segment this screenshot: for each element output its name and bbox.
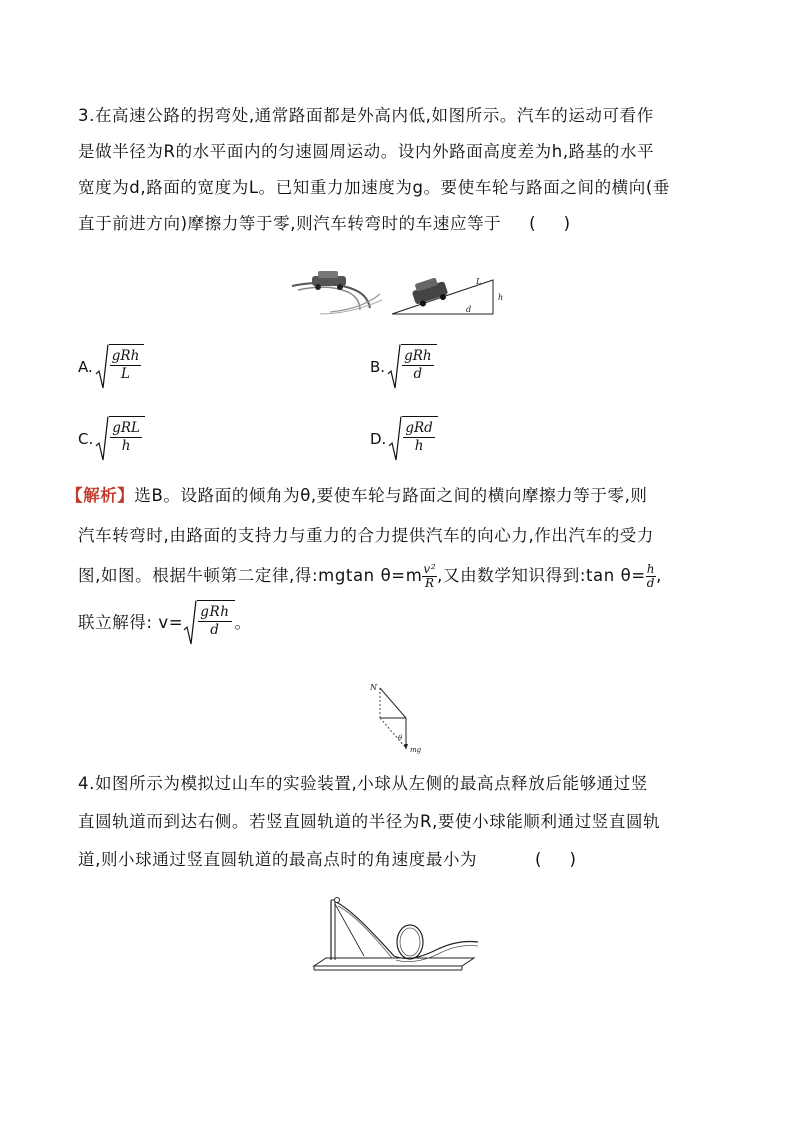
radical-sign-icon bbox=[95, 344, 109, 390]
option-c-numerator: gRL bbox=[112, 420, 141, 436]
q3-line-3: 宽度为d,路面的宽度为L。已知重力加速度为g。要使车轮与路面之间的横向(垂 bbox=[78, 178, 671, 197]
q4-line-3 bbox=[78, 841, 718, 879]
curved-road-car-sketch bbox=[292, 271, 382, 314]
analysis-line-3 bbox=[66, 556, 726, 596]
option-b-denominator: d bbox=[413, 366, 423, 382]
option-c-denominator: h bbox=[121, 438, 131, 454]
incline-figure bbox=[392, 275, 503, 314]
option-b-label: B. bbox=[370, 358, 386, 376]
question-4-text bbox=[78, 765, 718, 879]
q3-figure bbox=[290, 268, 510, 318]
option-d-denominator: h bbox=[414, 438, 424, 454]
q3-line-1: 3.在高速公路的拐弯处,通常路面都是外高内低,如图所示。汽车的运动可看作 bbox=[78, 106, 654, 125]
option-d-sqrt bbox=[388, 416, 437, 462]
option-d-numerator: gRd bbox=[405, 420, 433, 436]
option-a[interactable] bbox=[78, 344, 144, 390]
analysis-tag: 【解析】 bbox=[66, 486, 135, 505]
force-label-n: N bbox=[370, 683, 377, 692]
radical-sign-icon bbox=[388, 416, 402, 462]
analysis-line-4-b: 。 bbox=[234, 613, 252, 632]
option-d-label: D. bbox=[370, 430, 387, 448]
incline-label-h: h bbox=[498, 293, 504, 302]
incline-label-L: L bbox=[476, 277, 482, 286]
option-b[interactable] bbox=[370, 344, 437, 390]
analysis-line-4-a: 联立解得: v= bbox=[78, 613, 184, 632]
q4-line-2: 直圆轨道而到达右侧。若竖直圆轨道的半径为R,要使小球能顺利通过竖直圆轨 bbox=[78, 812, 661, 831]
q4-paren-close: ) bbox=[569, 850, 576, 869]
analysis-line-1 bbox=[66, 476, 726, 516]
force-diagram-svg bbox=[366, 680, 430, 754]
analysis-line-3-a: 图,如图。根据牛顿第二定律,得:mgtan θ=m bbox=[78, 566, 423, 585]
q3-line-4-text: 直于前进方向)摩擦力等于零,则汽车转弯时的车速应等于 bbox=[78, 214, 502, 233]
q3-line-4 bbox=[78, 206, 718, 242]
force-label-mg: mg bbox=[410, 746, 422, 754]
question-3-text bbox=[78, 98, 718, 242]
q3-answer-blank bbox=[529, 206, 570, 242]
analysis-frac-v2-over-r bbox=[422, 563, 437, 590]
roller-coaster-apparatus bbox=[312, 890, 482, 980]
analysis-sqrt bbox=[183, 600, 234, 646]
analysis-text bbox=[66, 476, 726, 646]
option-a-sqrt bbox=[95, 344, 145, 390]
incline-label-d: d bbox=[466, 305, 472, 314]
analysis-line-3-c: , bbox=[656, 566, 662, 585]
analysis-sqrt-num: gRh bbox=[200, 604, 230, 620]
analysis-sqrt-den: d bbox=[210, 622, 220, 638]
option-c[interactable] bbox=[78, 416, 145, 462]
q4-line-3-text: 道,则小球通过竖直圆轨道的最高点时的角速度最小为 bbox=[78, 850, 478, 869]
q4-answer-blank bbox=[535, 841, 576, 879]
force-diagram bbox=[366, 680, 430, 754]
analysis-frac1-den: R bbox=[424, 576, 435, 590]
analysis-frac2-num: h bbox=[646, 562, 656, 576]
q3-paren-open: ( bbox=[529, 214, 536, 233]
q3-paren-close: ) bbox=[563, 214, 571, 233]
radical-sign-icon bbox=[95, 416, 109, 462]
analysis-frac2-den: d bbox=[646, 576, 656, 590]
analysis-frac-h-over-d bbox=[646, 563, 656, 590]
option-b-numerator: gRh bbox=[404, 348, 432, 364]
q4-paren-open: ( bbox=[535, 850, 542, 869]
radical-sign-icon bbox=[183, 600, 197, 646]
option-b-sqrt bbox=[387, 344, 437, 390]
option-c-sqrt bbox=[95, 416, 145, 462]
force-label-theta: θ bbox=[398, 734, 403, 742]
banked-road-figure bbox=[290, 268, 510, 318]
q4-figure bbox=[312, 890, 482, 980]
option-a-numerator: gRh bbox=[111, 348, 140, 364]
radical-sign-icon bbox=[387, 344, 401, 390]
analysis-line-1-text: 选B。设路面的倾角为θ,要使车轮与路面之间的横向摩擦力等于零,则 bbox=[134, 486, 648, 505]
analysis-line-3-b: ,又由数学知识得到:tan θ= bbox=[437, 566, 646, 585]
analysis-line-2: 汽车转弯时,由路面的支持力与重力的合力提供汽车的向心力,作出汽车的受力 bbox=[78, 526, 654, 545]
q4-line-1: 4.如图所示为模拟过山车的实验装置,小球从左侧的最高点释放后能够通过竖 bbox=[78, 774, 648, 793]
option-d[interactable] bbox=[370, 416, 438, 462]
option-c-label: C. bbox=[78, 430, 94, 448]
analysis-line-4 bbox=[66, 600, 726, 646]
analysis-frac1-num: v² bbox=[423, 562, 437, 576]
option-a-label: A. bbox=[78, 358, 93, 376]
option-a-denominator: L bbox=[121, 366, 130, 382]
q3-line-2: 是做半径为R的水平面内的匀速圆周运动。设内外路面高度差为h,路基的水平 bbox=[78, 142, 655, 161]
